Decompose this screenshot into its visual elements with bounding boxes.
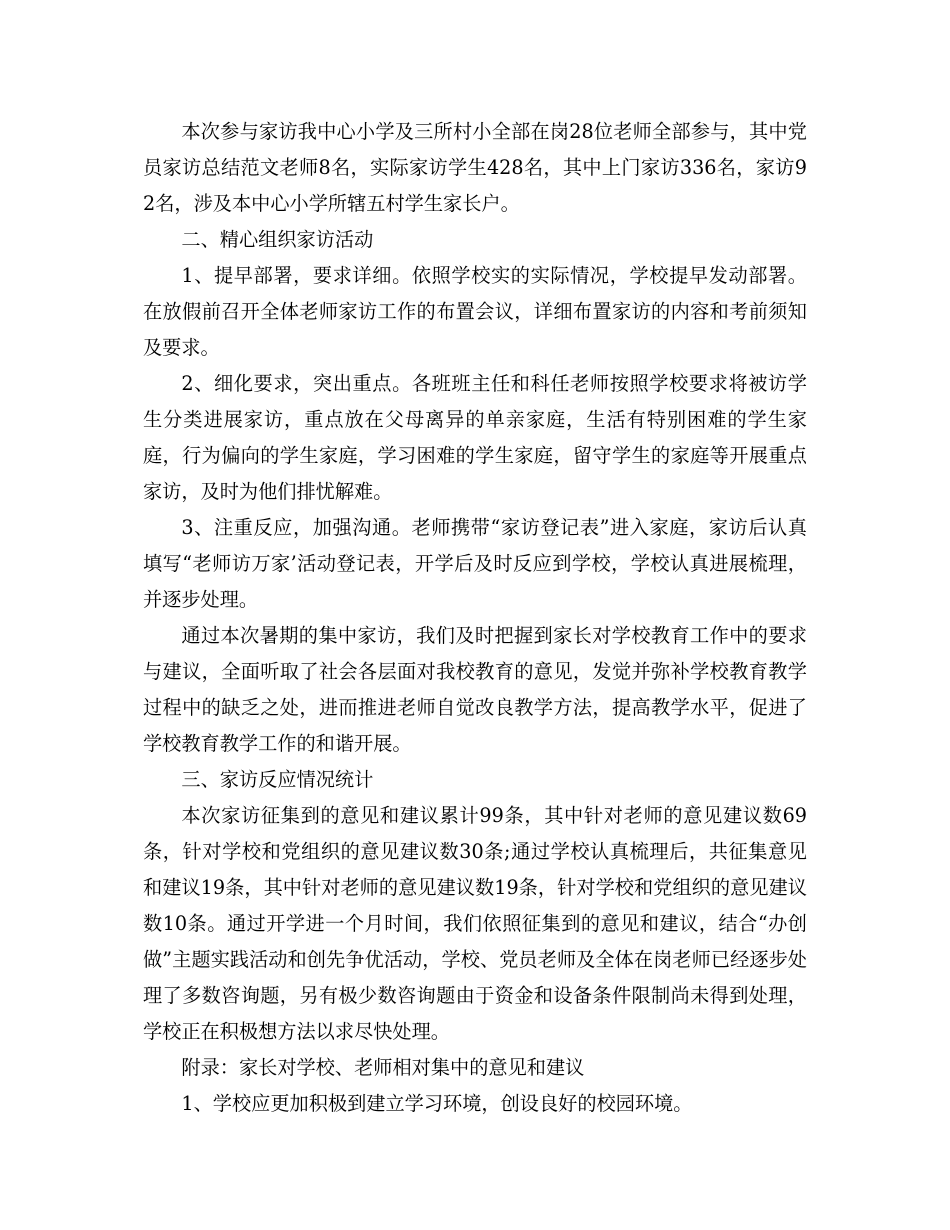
paragraph-summary: 通过本次暑期的集中家访，我们及时把握到家长对学校教育工作中的要求与建议，全面听取了社会各层面对我校教育的意见，发觉并弥补学校教育教学过程中的缺乏之处，进而推进老师自觉改良教学方法，提高教学水平，促进了学校教育教学工作的和谐开展。 — [143, 624, 807, 755]
section-heading-3: 三、家访反应情况统计 — [181, 768, 374, 791]
document-page — [143, 114, 807, 1122]
paragraph-item-3: 3、注重反应，加强沟通。老师携带“家访登记表”进入家庭，家访后认真填写“老师访万家’活动登记表，开学后及时反应到学校，学校认真进展梳理，并逐步处理。 — [143, 516, 807, 611]
paragraph-item-2: 2、细化要求，突出重点。各班班主任和科任老师按照学校要求将被访学生分类进展家访，重点放在父母离异的单亲家庭，生活有特别困难的学生家庭，行为偏向的学生家庭，学习困难的学生家庭，留守学生的家庭等开展重点家访，及时为他们排忧解难。 — [143, 372, 807, 503]
paragraph-participation: 本次参与家访我中心小学及三所村小全部在岗28位老师全部参与，其中党员家访总结范文老师8名，实际家访学生428名，其中上门家访336名，家访92名，涉及本中心小学所辖五村学生家长户。 — [143, 120, 807, 215]
appendix-item-1: 1、学校应更加积极到建立学习环境，创设良好的校园环境。 — [181, 1092, 693, 1115]
section-heading-2: 二、精心组织家访活动 — [181, 228, 374, 251]
appendix-heading: 附录：家长对学校、老师相对集中的意见和建议 — [181, 1056, 585, 1079]
paragraph-item-1: 1、提早部署，要求详细。依照学校实的实际情况，学校提早发动部署。在放假前召开全体老师家访工作的布置会议，详细布置家访的内容和考前须知及要求。 — [143, 264, 807, 359]
paragraph-statistics: 本次家访征集到的意见和建议累计99条，其中针对老师的意见建议数69条，针对学校和党组织的意见建议数30条;通过学校认真梳理后，共征集意见和建议19条，其中针对老师的意见建议数19条，针对学校和党组织的意见建议数10条。通过开学进一个月时间，我们依照征集到的意见和建议，结合“办创做”主题实践活动和创先争优活动，学校、党员老师及全体在岗老师已经逐步处理了多数咨询题，另有极少数咨询题由于资金和设备条件限制尚未得到处理，学校正在积极想方法以求尽快处理。 — [143, 804, 807, 1043]
